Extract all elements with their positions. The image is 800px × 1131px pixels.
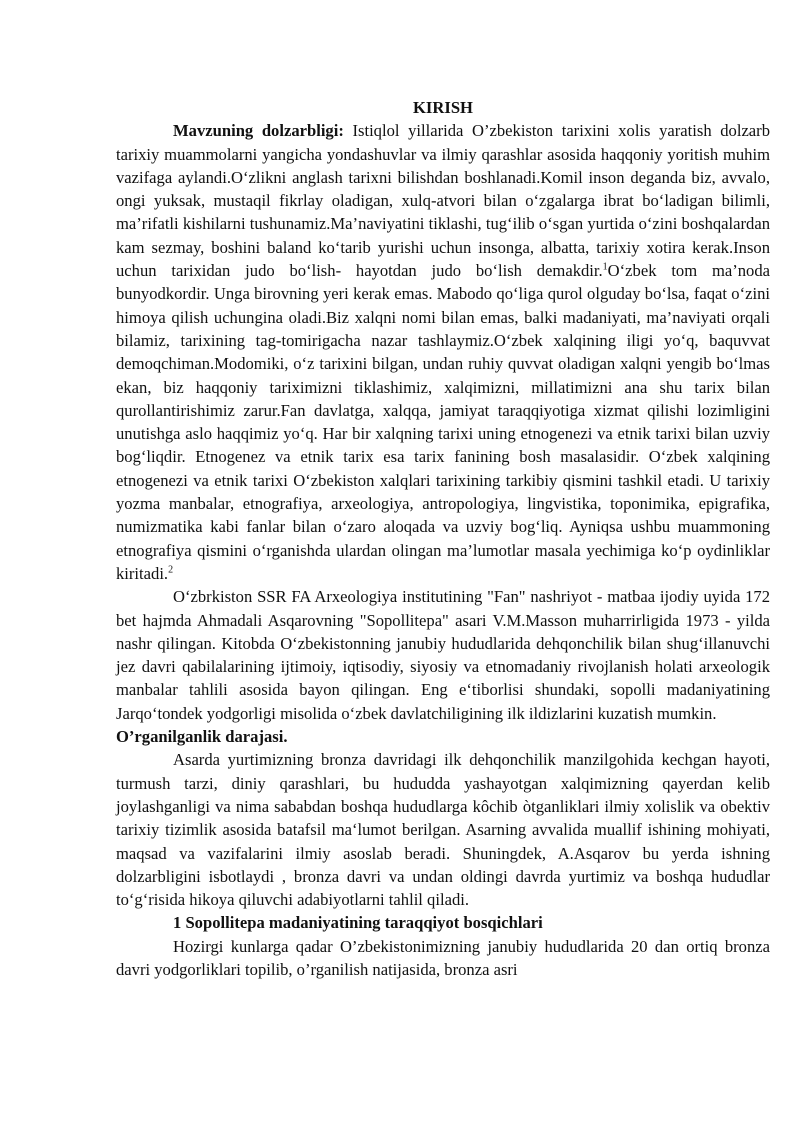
document-page bbox=[116, 96, 770, 981]
relevance-text-b: O‘zbek tom ma’noda bunyodkordir. Unga birovning yeri kerak emas. Mabodo qo‘liga qurol olguday bo‘lsa, faqat o‘zini himoya qilish uchungina oladi.Biz xalqni nomi bilan emas, balki madaniyati, ma’naviyati orqali bilamiz, tarixining tag-tomirigacha nazar tashlaymiz.O‘zbek xalqining iligi yo‘q, baquvvat demoqchiman.Modomiki, o‘z tarixini bilgan, undan ruhiy quvvat oladigan xalqni yengib bo‘lmas ekan, biz haqqoniy tariximizni tiklashimiz, xalqimizni, millatimizni ana shu tarix bilan qurollantirishimiz zarur.Fan davlatga, xalqqa, jamiyat taraqqiyotiga xizmat qilishi lozimligini unutishga aslo haqqimiz yo‘q. Har bir xalqning tarixi uning etnogenezi va etnik tarixi bilan uzviy bog‘liqdir. Etnogenez va etnik tarix esa tarix fanining bosh masalasidir. O‘zbek xalqining etnogenezi va etnik tarixi O‘zbekiston xalqlari tarixining tarkibiy qismini tashkil etadi. U tarixiy yozma manbalar, etnografiya, arxeologiya, antropologiya, lingvistika, toponimika, epigrafika, numizmatika kabi fanlar bilan o‘zaro aloqada va uzviy bog‘liq. Ayniqsa ushbu muammoning etnografiya qismini o‘rganishda ulardan olingan ma’lumotlar masala yechimiga ko‘p oydinliklar kiritadi. bbox=[116, 261, 771, 583]
paragraph-book-description: O‘zbrkiston SSR FA Arxeologiya institutining "Fan" nashriyot - matbaa ijodiy uyida 172 bet hajmda Ahmadali Asqarovning "Sopollitepa" asari V.M.Masson muharrirligida 1973 - yilda nashr qilingan. Kitobda O‘zbekistonning janubiy hududlarida dehqonchilik bilan shug‘illanuvchi jez davri qabilalarining ijtimoiy, iqtisodiy, siyosiy va etnomadaniy rivojlanish holati arxeologik manbalar tahlili asosida bayon qilingan. Eng e‘tiborlisi shundaki, sopolli madaniyatining Jarqo‘tondek yodgorligi misolida o‘zbek davlatchiligining ilk ildizlarini kuzatish mumkin. bbox=[116, 587, 770, 723]
page-title: KIRISH bbox=[413, 98, 473, 117]
paragraph-study-degree: Asarda yurtimizning bronza davridagi ilk dehqonchilik manzilgohida kechgan hayoti, turmush tarzi, diniy qarashlari, bu hududda yashayotgan xalqimizning qayerdan kelib joylashganligi va nima sababdan boshqa hududlarga kôchib òtganliklari ilmiy xolislik va obektiv tarixiy tizimlik asosida batafsil ma‘lumot berilgan. Asarning avvalida muallif ishining mohiyati, maqsad va vazifalarini ilmiy asoslab beradi. Shuningdek, A.Asqarov bu yerda ishning dolzarbligini isbotlaydi , bronza davri va undan oldingi davrda yurtimiz va boshqa hududlar to‘g‘risida hikoya qiluvchi adabiyotlarni tahlil qiladi. bbox=[116, 750, 770, 910]
relevance-label: Mavzuning dolzarbligi: bbox=[173, 121, 344, 141]
footnote-ref-2[interactable]: 2 bbox=[168, 564, 174, 576]
chapter-heading: 1 Sopollitepa madaniyatining taraqqiyot bosqichlari bbox=[173, 913, 543, 933]
paragraph-chapter-intro: Hozirgi kunlarga qadar O’zbekistonimizning janubiy hududlarida 20 dan ortiq bronza davri yodgorliklari topilib, o’rganilish natijasida, bronza asri bbox=[116, 936, 770, 979]
relevance-text-a: Istiqlol yillarida O’zbekiston tarixini xolis yaratish dolzarb tarixiy muammolarni yangicha yondashuvlar va ilmiy qarashlar asosida haqqoniy yoritish muhim vazifaga aylandi.O‘zlikni anglash tarixni bilishdan boshlanadi.Komil inson deganda biz, avvalo, ongi yuksak, mustaqil fikrlay oladigan, xulq-atvori bilan o‘zgalarga ibrat bo‘ladigan bilimli, ma’rifatli kishilarni tushunamiz.Ma’naviyatini tiklashi, tug‘ilib o‘sgan yurtida o‘zini boshqalardan kam sezmay, boshini baland ko‘tarib yurishi uchun insonga, albatta, tarixiy xotira kerak.Inson uchun tarixidan judo bo‘lish- hayotdan judo bo‘lish demakdir. bbox=[116, 121, 770, 281]
paragraph-relevance bbox=[116, 119, 770, 585]
footnote-ref-1[interactable]: 1 bbox=[602, 261, 608, 273]
section-heading-study-degree: O’rganilganlik darajasi. bbox=[116, 727, 288, 747]
